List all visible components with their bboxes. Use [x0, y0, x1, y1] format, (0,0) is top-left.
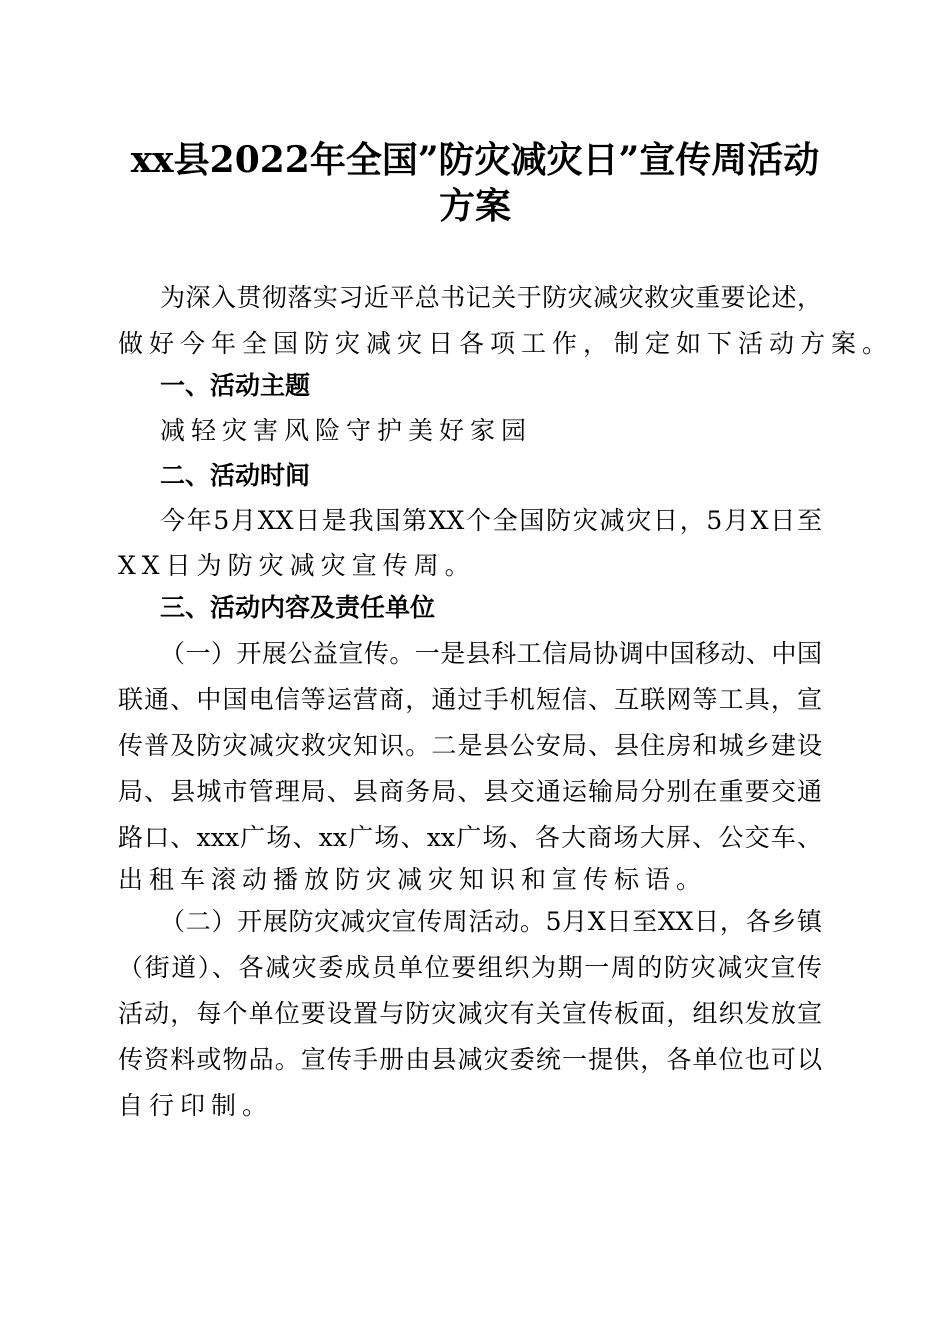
item1-line: 局、县城市管理局、县商务局、县交通运输局分别在重要交通 [118, 777, 822, 806]
item2-line: 自行印制。 [118, 1091, 274, 1120]
item1-line: （一）开展公益宣传。一是县科工信局协调中国移动、中国 [160, 639, 822, 668]
intro-line: 为深入贯彻落实习近平总书记关于防灾减灾救灾重要论述， [160, 283, 822, 312]
time-line: XX日为防灾减灾宣传周。 [118, 551, 476, 580]
theme-text: 减轻灾害风险守护美好家园 [160, 416, 533, 445]
item1-line: 传普及防灾减灾救灾知识。二是县公安局、县住房和城乡建设 [118, 731, 822, 760]
section-heading-content: 三、活动内容及责任单位 [160, 593, 436, 622]
item2-line: 活动，每个单位要设置与防灾减灾有关宣传板面，组织发放宣 [118, 999, 822, 1028]
document-title-line-2: 方案 [438, 185, 511, 227]
time-line: 今年5月XX日是我国第XX个全国防灾减灾日，5月X日至 [160, 506, 822, 535]
item2-line: （街道）、各减灾委成员单位要组织为期一周的防灾减灾宣传 [118, 953, 822, 982]
section-heading-theme: 一、活动主题 [160, 371, 311, 400]
intro-line: 做好今年全国防灾减灾日各项工作，制定如下活动方案。 [118, 329, 894, 358]
section-heading-time: 二、活动时间 [160, 461, 311, 490]
item2-line: （二）开展防灾减灾宣传周活动。5月X日至XX日，各乡镇 [160, 907, 822, 936]
item1-line: 联通、中国电信等运营商，通过手机短信、互联网等工具，宣 [118, 685, 822, 714]
document-title-line-1: xx县2022年全国”防灾减灾日”宣传周活动 [130, 139, 820, 181]
item1-line: 出租车滚动播放防灾减灾知识和宣传标语。 [118, 865, 708, 894]
item1-line: 路口、xxx广场、xx广场、xx广场、各大商场大屏、公交车、 [118, 823, 822, 852]
item2-line: 传资料或物品。宣传手册由县减灾委统一提供，各单位也可以 [118, 1045, 822, 1074]
